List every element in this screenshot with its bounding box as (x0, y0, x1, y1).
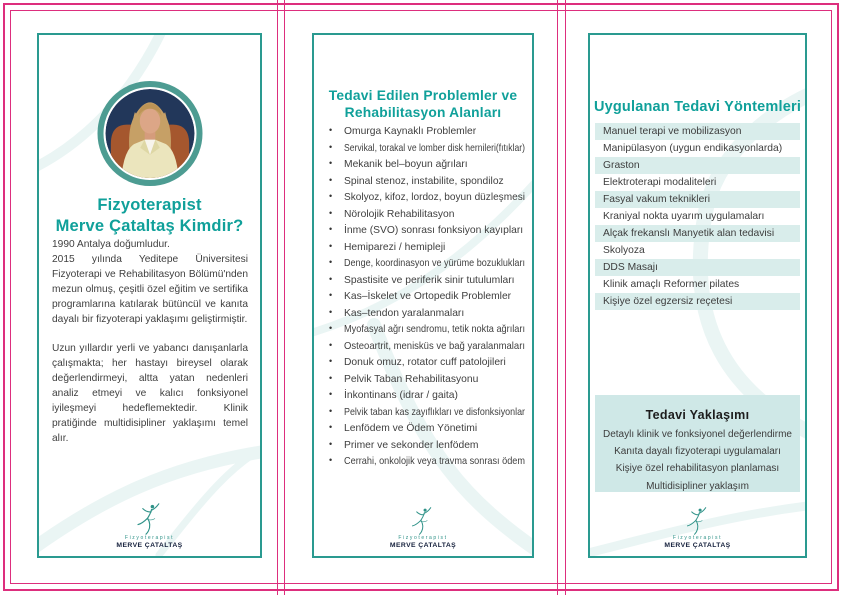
list-item (329, 456, 527, 467)
about-paragraph: Uzun yıllardır yerli ve yabancı danışanlarla çalışmakta; her hastayı bireysel olarak değerlendirmeyi, altta yatan nedenleri analiz etmeyi ve kalıcı fonksiyonel iyileşmeyi hedeflemektedir. Klinik pratiğinde multidisipliner yaklaşımı temel alır. (52, 342, 248, 444)
list-item-label: • Pelvik Taban Rehabilitasyonu (344, 373, 479, 385)
list-item-label: • Mekanik bel–boyun ağrıları (344, 159, 468, 170)
list-item (329, 242, 527, 253)
list-item (329, 423, 527, 434)
treatment-row (595, 259, 800, 276)
approach-item: Detaylı klinik ve fonksiyonel değerlendirme (603, 429, 792, 440)
list-item-label: • Osteoartrit, menisküs ve bağ yaralanmaları (344, 340, 525, 352)
list-item (329, 143, 527, 154)
list-item-label: • Omurga Kaynaklı Problemler (344, 126, 477, 137)
list-item-label: • Primer ve sekonder lenfödem (344, 439, 479, 451)
treatment-row (595, 293, 800, 310)
approach-item: Kanıta dayalı fizyoterapi uygulamaları (614, 446, 781, 458)
list-item-label: • Lenfödem ve Ödem Yönetimi (344, 423, 478, 434)
dancer-figure-icon (135, 503, 165, 535)
logo-name: MERVE ÇATALTAŞ (664, 541, 731, 549)
treatment-label: Fasyal vakum teknikleri (603, 194, 711, 205)
list-item-label: • Spastisite ve periferik sinir tutulumları (344, 274, 515, 286)
brand-logo (590, 507, 805, 549)
treatment-row (595, 225, 800, 242)
list-item-label: • Hemiparezi / hemipleji (344, 241, 446, 253)
list-item-label: • İnkontinans (idrar / gaita) (344, 390, 458, 401)
treatment-row (595, 276, 800, 293)
treatment-row (595, 140, 800, 157)
title-line2: Merve Çataltaş Kimdir? (55, 216, 244, 235)
about-paragraph: 1990 Antalya doğumludur. (52, 239, 170, 250)
treatment-label: Kraniyal nokta uyarım uygulamaları (603, 211, 765, 222)
list-item-label: • Cerrahi, onkolojik veya travma sonrası ödem (344, 456, 525, 467)
fold-line (565, 0, 566, 595)
treatment-label: Alçak frekanslı Manyetik alan tedavisi (603, 228, 775, 239)
list-item-label: • Kas–tendon yaralanmaları (344, 307, 465, 319)
treatment-row (595, 208, 800, 225)
treatment-label: Kişiye özel egzersiz reçetesi (603, 296, 733, 307)
treatment-label: Graston (603, 160, 640, 171)
treatment-label: Manuel terapi ve mobilizasyon (603, 126, 742, 137)
section-title-treatments: Uygulanan Tedavi Yöntemleri (593, 99, 802, 115)
section-title-problems (314, 87, 532, 121)
list-item-label: • Nörolojik Rehabilitasyon (344, 208, 455, 220)
approach-title: Tedavi Yaklaşımı (645, 408, 750, 422)
treatment-label: Manipülasyon (uygun endikasyonlarda) (603, 143, 783, 154)
list-item-label: • Servikal, torakal ve lomber disk hernileri(fıtıklar) (344, 142, 525, 154)
treatment-row (595, 174, 800, 191)
dancer-figure-icon (410, 507, 436, 535)
logo-name: MERVE ÇATALTAŞ (116, 541, 183, 549)
fold-line (277, 0, 278, 595)
logo-profession: Fizyoterapist (124, 535, 175, 542)
treatment-row (595, 242, 800, 259)
list-item-label: • Myofasyal ağrı sendromu, tetik nokta ağrıları (344, 324, 525, 335)
logo-profession: Fizyoterapist (398, 535, 448, 542)
treatment-label: Klinik amaçlı Reformer pilates (603, 279, 740, 290)
treatment-label: Elektroterapi modaliteleri (603, 177, 717, 188)
list-item (329, 308, 527, 319)
list-item (329, 374, 527, 385)
list-item (329, 341, 527, 352)
portrait-photo (105, 89, 194, 178)
treatment-row (595, 157, 800, 174)
treatment-label: DDS Masajı (603, 262, 658, 273)
approach-items (595, 426, 800, 495)
list-item (329, 407, 527, 418)
logo-profession: Fizyoterapist (672, 535, 723, 542)
approach-item: Multidisipliner yaklaşım (646, 480, 749, 492)
brand-logo (39, 503, 260, 549)
list-item-label: • İnme (SVO) sonrası fonksiyon kayıpları (344, 225, 524, 236)
list-item-label: • Spinal stenoz, instabilite, spondiloz (344, 175, 504, 187)
brand-logo (314, 507, 532, 549)
list-item (329, 176, 527, 187)
title-line1: Fizyoterapist (97, 196, 202, 214)
panel-problems (312, 33, 534, 558)
panel-about (37, 33, 262, 558)
dancer-figure-icon (685, 507, 711, 535)
list-item (329, 209, 527, 220)
list-item (329, 390, 527, 401)
list-item (329, 291, 527, 302)
list-item (329, 324, 527, 335)
about-paragraph: 2015 yılında Yeditepe Üniversitesi Fizyoterapi ve Rehabilitasyon Bölümü'nden mezun olmuş, çeşitli özel eğitim ve sertifika programlarına katılarak bütüncül ve kanıta dayalı bir fizyoterapi yaklaşımı geliştirmiştir. (52, 253, 248, 325)
list-item-label: • Denge, koordinasyon ve yürüme bozuklukları (344, 258, 525, 269)
treatment-label: Skolyoza (603, 245, 645, 256)
list-item-label: • Donuk omuz, rotator cuff patolojileri (344, 357, 506, 368)
list-item (329, 357, 527, 368)
panel-treatments (588, 33, 807, 558)
treatments-list (595, 123, 800, 310)
list-item-label: • Skolyoz, kifoz, lordoz, boyun düzleşmesi (344, 192, 525, 203)
approach-item: Kişiye özel rehabilitasyon planlaması (615, 463, 780, 475)
fold-line (284, 0, 285, 595)
page-title (39, 195, 260, 236)
treatment-approach-box (595, 395, 800, 492)
treatment-row (595, 191, 800, 208)
list-item (329, 258, 527, 269)
list-item (329, 192, 527, 203)
list-item-label: • Kas–İskelet ve Ortopedik Problemler (344, 291, 512, 302)
title-line2: Rehabilitasyon Alanları (344, 105, 502, 121)
list-item (329, 440, 527, 451)
avatar (97, 81, 202, 186)
logo-name: MERVE ÇATALTAŞ (389, 541, 457, 549)
fold-line (557, 0, 558, 595)
title-line1: Tedavi Edilen Problemler ve (328, 88, 518, 103)
list-item (329, 159, 527, 170)
list-item (329, 126, 527, 137)
list-item (329, 275, 527, 286)
list-item-label: • Pelvik taban kas zayıflıkları ve disfonksiyonlar (344, 406, 525, 418)
list-item (329, 225, 527, 236)
about-text (52, 238, 248, 447)
problems-list (329, 126, 527, 473)
treatment-row (595, 123, 800, 140)
